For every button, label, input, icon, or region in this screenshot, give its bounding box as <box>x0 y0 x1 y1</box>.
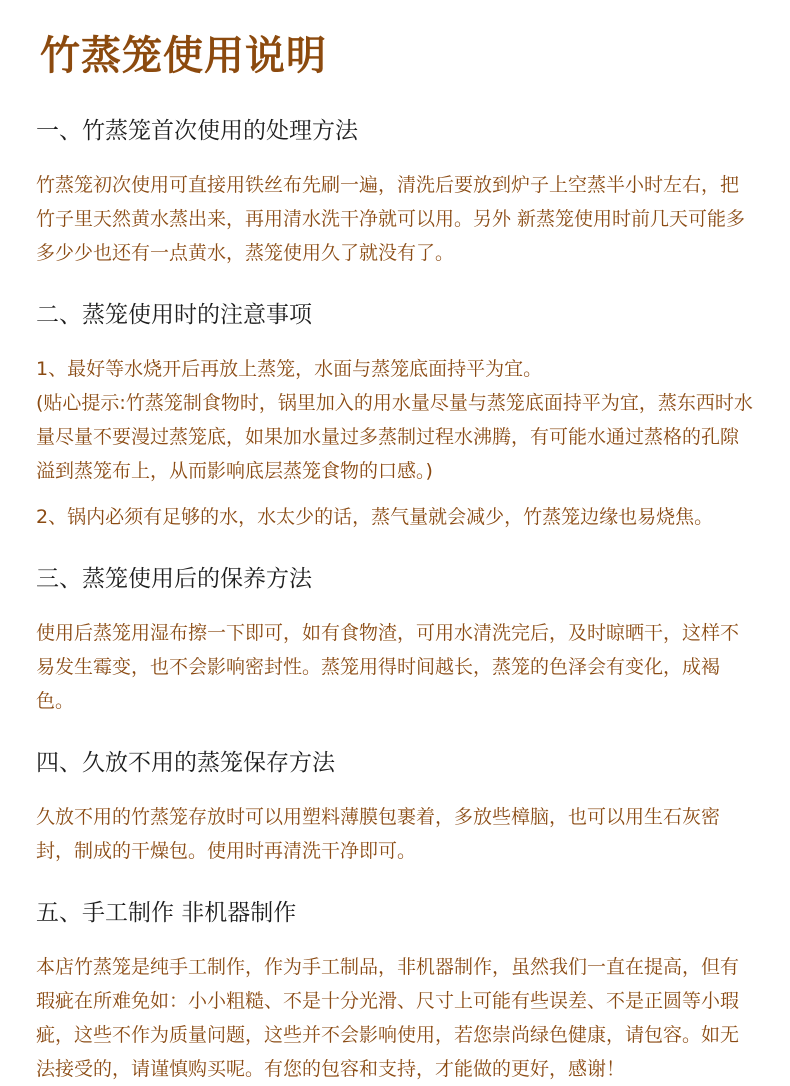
page-title: 竹蒸笼使用说明 <box>40 33 327 79</box>
spacer <box>36 488 754 500</box>
section-heading: 三、蒸笼使用后的保养方法 <box>36 566 312 592</box>
section-after-use-care <box>36 564 754 718</box>
section-paragraph: 1、最好等水烧开后再放上蒸笼，水面与蒸笼底面持平为宜。 <box>36 358 543 380</box>
section-heading: 一、竹蒸笼首次使用的处理方法 <box>36 118 358 144</box>
section-heading: 四、久放不用的蒸笼保存方法 <box>36 750 335 776</box>
section-paragraph: 本店竹蒸笼是纯手工制作，作为手工制品，非机器制作，虽然我们一直在提高，但有瑕疵在所难免如：小小粗糙、不是十分光滑、尺寸上可能有些误差、不是正圆等小瑕疵，这些不作为质量问题，这些并不会影响使用，若您崇尚绿色健康，请包容。如无法接受的，请谨慎购买呢。有您的包容和支持，才能做的更好，感谢！ <box>36 956 740 1080</box>
section-first-use <box>36 116 754 270</box>
section-paragraph: 竹蒸笼初次使用可直接用铁丝布先刷一遍，清洗后要放到炉子上空蒸半小时左右，把竹子里天然黄水蒸出来，再用清水洗干净就可以用。另外 新蒸笼使用时前几天可能多多少少也还有一点黄水，蒸笼使用久了就没有了。 <box>36 174 746 264</box>
section-paragraph: 2、锅内必须有足够的水，水太少的话，蒸气量就会减少，竹蒸笼边缘也易烧焦。 <box>36 506 714 528</box>
section-paragraph: 使用后蒸笼用湿布擦一下即可，如有食物渣，可用水清洗完后，及时晾晒干，这样不易发生霉变，也不会影响密封性。蒸笼用得时间越长，蒸笼的色泽会有变化，成褐色。 <box>36 622 740 712</box>
section-usage-notes <box>36 300 754 534</box>
section-storage <box>36 748 754 868</box>
section-heading: 五、手工制作 非机器制作 <box>36 900 297 926</box>
section-handmade <box>36 898 754 1086</box>
section-paragraph: (贴心提示:竹蒸笼制食物时，锅里加入的用水量尽量与蒸笼底面持平为宜，蒸东西时水量尽量不要漫过蒸笼底，如果加水量过多蒸制过程水沸腾，有可能水通过蒸格的孔隙溢到蒸笼布上，从而影响底层蒸笼食物的口感。) <box>36 392 753 482</box>
section-paragraph: 久放不用的竹蒸笼存放时可以用塑料薄膜包裹着，多放些樟脑，也可以用生石灰密封，制成的干燥包。使用时再清洗干净即可。 <box>36 806 721 862</box>
section-heading: 二、蒸笼使用时的注意事项 <box>36 302 312 328</box>
